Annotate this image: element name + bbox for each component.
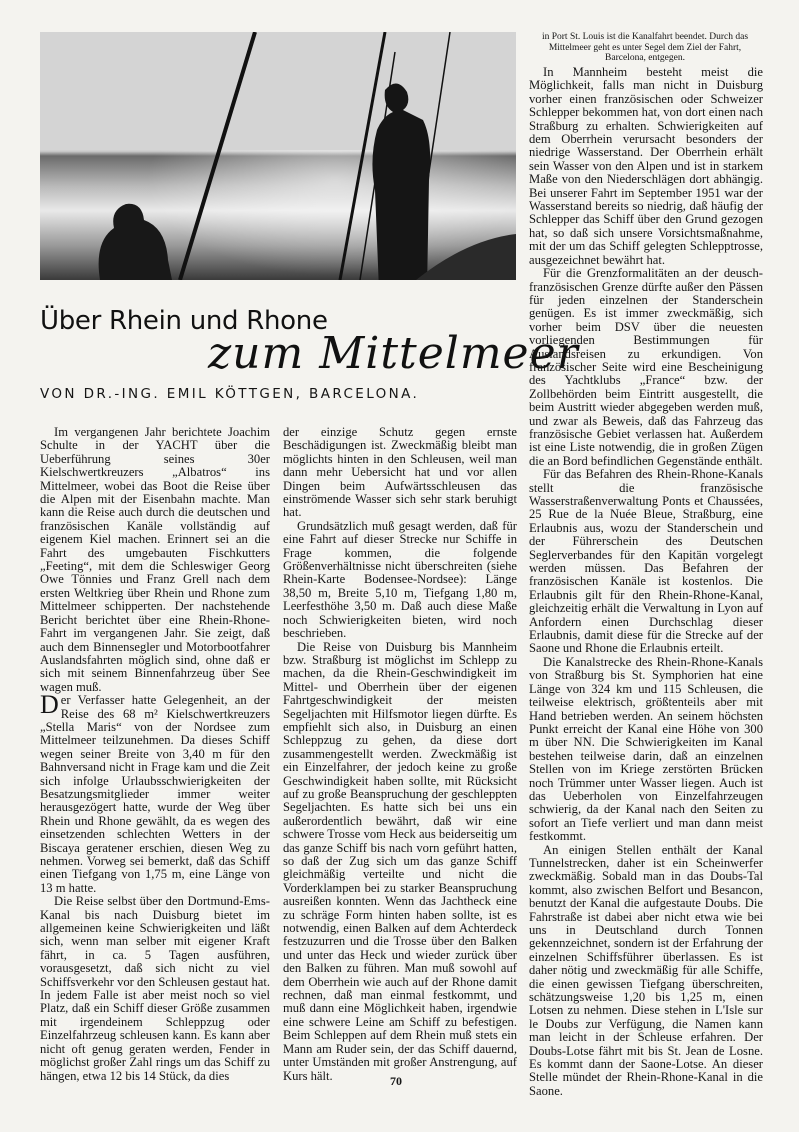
column-1: [40, 426, 270, 1083]
sailing-photo: [40, 32, 516, 280]
article-title-line2: zum Mittelmeer: [208, 328, 579, 379]
paragraph: Für die Grenzformalitäten an der deusch-französischen Grenze dürfte außer den Pässen für jeden einzelnen der Standerschein genügen. Es ist immer zweckmäßig, sich vorher beim DSV über die neuesten vorliegenden Bestimmungen für Auslandsreisen zu erkundigen. Von französischer Seite wird eine Bescheinigung des Yachtklubs „France“ bzw. der Zollbehörden beim Eintritt ausgestellt, die beim Austritt wieder abgegeben werden muß, und zwar als Beweis, daß das Fahrzeug das französische Gebiet verlassen hat. Außerdem ist eine Liste notwendig, die in großen Zügen die an Bord befindlichen Gegenstände enthält.: [529, 266, 763, 468]
column-3: [529, 66, 763, 1098]
paragraph: Der Verfasser hatte Gelegenheit, an der Reise des 68 m² Kielschwertkreuzers „Stella Maris“ von der Nordsee zum Mittelmeer teilzunehmen. Da dieses Schiff wegen seiner Breite von 3,40 m für den Bahnversand nicht in Frage kam und die Zeit sich infolge Urlaubsschwierigkeiten der Besatzungsmitglieder immer weiter herausgezögert hatte, wurde der Weg über Rhein und Rhone gewählt, da es wegen des einsetzenden schlechten Wetters in der Biscaya geratener erschien, diesen Weg zu nehmen. Vorweg sei bemerkt, daß das Schiff einen Tiefgang von 1,75 m, eine Länge von 13 m hatte.: [40, 690, 270, 895]
article-title-line1: Über Rhein und Rhone: [40, 306, 328, 336]
page-number: 70: [390, 1074, 402, 1088]
paragraph: Die Reise selbst über den Dortmund-Ems-Kanal bis nach Duisburg bietet im allgemeinen keine Schwierigkeiten und läßt sich, wenn man selber mit eigener Kraft fährt, in ca. 5 Tagen ausführen, vorausgesetzt, daß sich nicht zu viel Schiffsverkehr vor den Schleusen gestaut hat. In jedem Falle ist aber meist noch so viel Platz, daß ein Schiff dieser Größe zusammen mit irgendeinem Schleppzug oder Einzelfahrzeug schleusen kann. Es kann aber nicht oft genug geraten werden, Fender in möglichst großer Zahl rings um das Schiff zu hängen, etwa 12 bis 14 Stück, da dies: [40, 894, 270, 1083]
paragraph: Im vergangenen Jahr berichtete Joachim Schulte in der YACHT über die Ueberführung seines 30er Kielschwertkreuzers „Albatros“ ins Mittelmeer, wobei das Boot die Reise über die Alpen mit der Eisenbahn machte. Man kann die Reise auch durch die deutschen und französischen Kanäle vollständig auf eigenem Kiel machen. Erinnert sei an die Fahrt des umgebauten Fischkutters „Feeting“, mit dem die Schleswiger Georg Owe Tönnies und Franz Grell nach dem ersten Weltkrieg über Rhein und Rhone zum Mittelmeer schipperten. Der nachstehende Bericht berichtet über eine Rhein-Rhone-Fahrt im vergangenen Jahr. Sie zeigt, daß auch dem Binnensegler und Motorbootfahrer Auslandsfahrten möglich sind, ohne daß er sich mit seinem Binnenfahrzeug über See wagen muß.: [40, 425, 270, 694]
photo-caption: in Port St. Louis ist die Kanalfahrt beendet. Durch das Mittelmeer geht es unter Segel dem Ziel der Fahrt, Barcelona, entgegen.: [541, 32, 749, 63]
paragraph: Für das Befahren des Rhein-Rhone-Kanals stellt die französische Wasserstraßenverwaltung Ponts et Chaussées, 25 Rue de la Nuée Bleue, Straßburg, eine Erlaubnis aus, wozu der Standerschein und der Führerschein des Deutschen Seglerverbandes für den Kapitän vorgelegt werden müssen. Das Befahren der französischen Kanäle ist kostenlos. Die Erlaubnis gilt für den Rhein-Rhone-Kanal, gleichzeitig erhält die Verwaltung in Lyon auf Anfordern einen Durchschlag dieser Erlaubnis, damit diese für die Strecke auf der Saone und Rhone die Erlaubnis erteilt.: [529, 467, 763, 656]
paragraph: An einigen Stellen enthält der Kanal Tunnelstrecken, daher ist ein Scheinwerfer zweckmäßig. Sobald man in das Doubs-Tal kommt, also zwischen Belfort und Besancon, benutzt der Kanal die aufgestaute Doubs. Die Fahrstraße ist dabei aber nicht etwa wie bei uns in Deutschland durch Tonnen gekennzeichnet, sondern ist der Erfahrung der einzelnen Schiffsführer überlassen. Es ist daher nötig und zweckmäßig für alle Schiffe, die einen gewissen Tiefgang überschreiten, schätzungsweise 1,20 bis 1,25 m, einen Lotsen zu nehmen. Diese stehen in L'Isle sur le Doubs zur Verfügung, die Namen kann man leicht in der Schleuse erfahren. Der Doubs-Lotse fährt mit bis St. Jean de Losne. Es kommt dann der Saone-Lotse. An dieser Stelle mündet der Rhein-Rhone-Kanal in die Saone.: [529, 842, 763, 1098]
paragraph: Grundsätzlich muß gesagt werden, daß für eine Fahrt auf dieser Strecke nur Schiffe in Frage kommen, die folgende Größenverhältnisse nicht überschreiten (siehe Rhein-Karte Bodensee-Nordsee): Länge 38,50 m, Breite 5,10 m, Tiefgang 1,80 m, Leerfesthöhe 3,50 m. Daß auch diese Maße noch Schwierigkeiten bieten, wird noch beschrieben.: [283, 518, 517, 641]
paragraph: In Mannheim besteht meist die Möglichkeit, falls man nicht in Duisburg vorher einen französischen oder Schweizer Schlepper bekommen hat, von dort einen nach Straßburg zu erhalten. Schwierigkeiten auf dem Oberrhein verursacht besonders der niedrige Wasserstand. Der Oberrhein erhält sein Wasser von den Alpen und ist in starkem Maße von den Niederschlägen dort abhängig. Bei unserer Fahrt im September 1951 war der Wasserstand bereits so niedrig, daß häufig der Schlepper das Schiff über den Grund gezogen hat, so daß sich unsere Vorsichtsmaßnahme, mit der um das Schiff gelegten Schlepptrosse, ausgezeichnet bewährt hat.: [529, 65, 763, 267]
sailing-photo-silhouettes: [40, 32, 516, 280]
paragraph: Die Reise von Duisburg bis Mannheim bzw. Straßburg ist möglichst im Schlepp zu machen, da die Rhein-Geschwindigkeit im Mittel- und Oberrhein über der eigenen Fahrtgeschwindigkeit der meisten Segeljachten mit Hilfsmotor liegen dürfte. Es empfiehlt sich also, in Duisburg an einen Schleppzug zu gehen, da diese dort zusammengestellt werden. Zweckmäßig ist ein Einzelfahrer, der jedoch keine zu große Geschwindigkeit haben sollte, mit Rücksicht auf zu große Beanspruchung der geschleppten Segeljachten. Es hatte sich bei uns ein außerordentlich bewährt, daß wir eine schwere Trosse vom Heck aus beiderseitig um das ganze Schiff bis nach vorn geführt hatten, so daß der Zug sich um das ganze Schiff gleichmäßig verteilte und nicht die Vorderklampen bei zu starker Beanspruchung ausreißen konnten. Wenn das Jachtheck eine zu schräge Form hinten haben sollte, ist es notwendig, einen Balken auf dem Achterdeck festzuzurren und die Trosse über den Balken und unter das Heck und wieder zurück über den Balken zu führen. Man muß sowohl auf dem Oberrhein wie auch auf der Rhone damit rechnen, daß man einmal festkommt, und muß dann eine Möglichkeit haben, irgendwie eine schwere Leine am Schiff zu befestigen. Beim Schleppen auf dem Rhein muß stets ein Mann am Ruder sein, der das Schiff dauernd, unter Umständen mit großer Anstrengung, auf Kurs hält.: [283, 639, 517, 1083]
column-2: [283, 426, 517, 1083]
paragraph: der einzige Schutz gegen ernste Beschädigungen ist. Zweckmäßig bleibt man möglichts hinten in den Schleusen, weil man dann mehr Uebersicht hat und vor allen Dingen beim Aufwärtsschleusen das einströmende Wasser sich sehr stark beruhigt hat.: [283, 425, 517, 520]
paragraph: Die Kanalstrecke des Rhein-Rhone-Kanals von Straßburg bis St. Symphorien hat eine Länge von 324 km und 115 Schleusen, die teilweise elektrisch, größtenteils aber mit Hand betrieben werden. An seinem höchsten Punkt erreicht der Kanal eine Höhe von 300 m über NN. Die Schwierigkeiten im Kanal bestehen teilweise darin, daß an einzelnen Stellen von im Kriege zerstörten Brücken noch Trümmer unter Wasser liegen. Auch ist das Ueberholen von Einzelfahrzeugen schwierig, da der Kanal nach den Seiten zu sofort an Tiefe verliert und man dann meist festkommt.: [529, 654, 763, 844]
byline: VON DR.-ING. EMIL KÖTTGEN, BARCELONA.: [40, 386, 420, 402]
